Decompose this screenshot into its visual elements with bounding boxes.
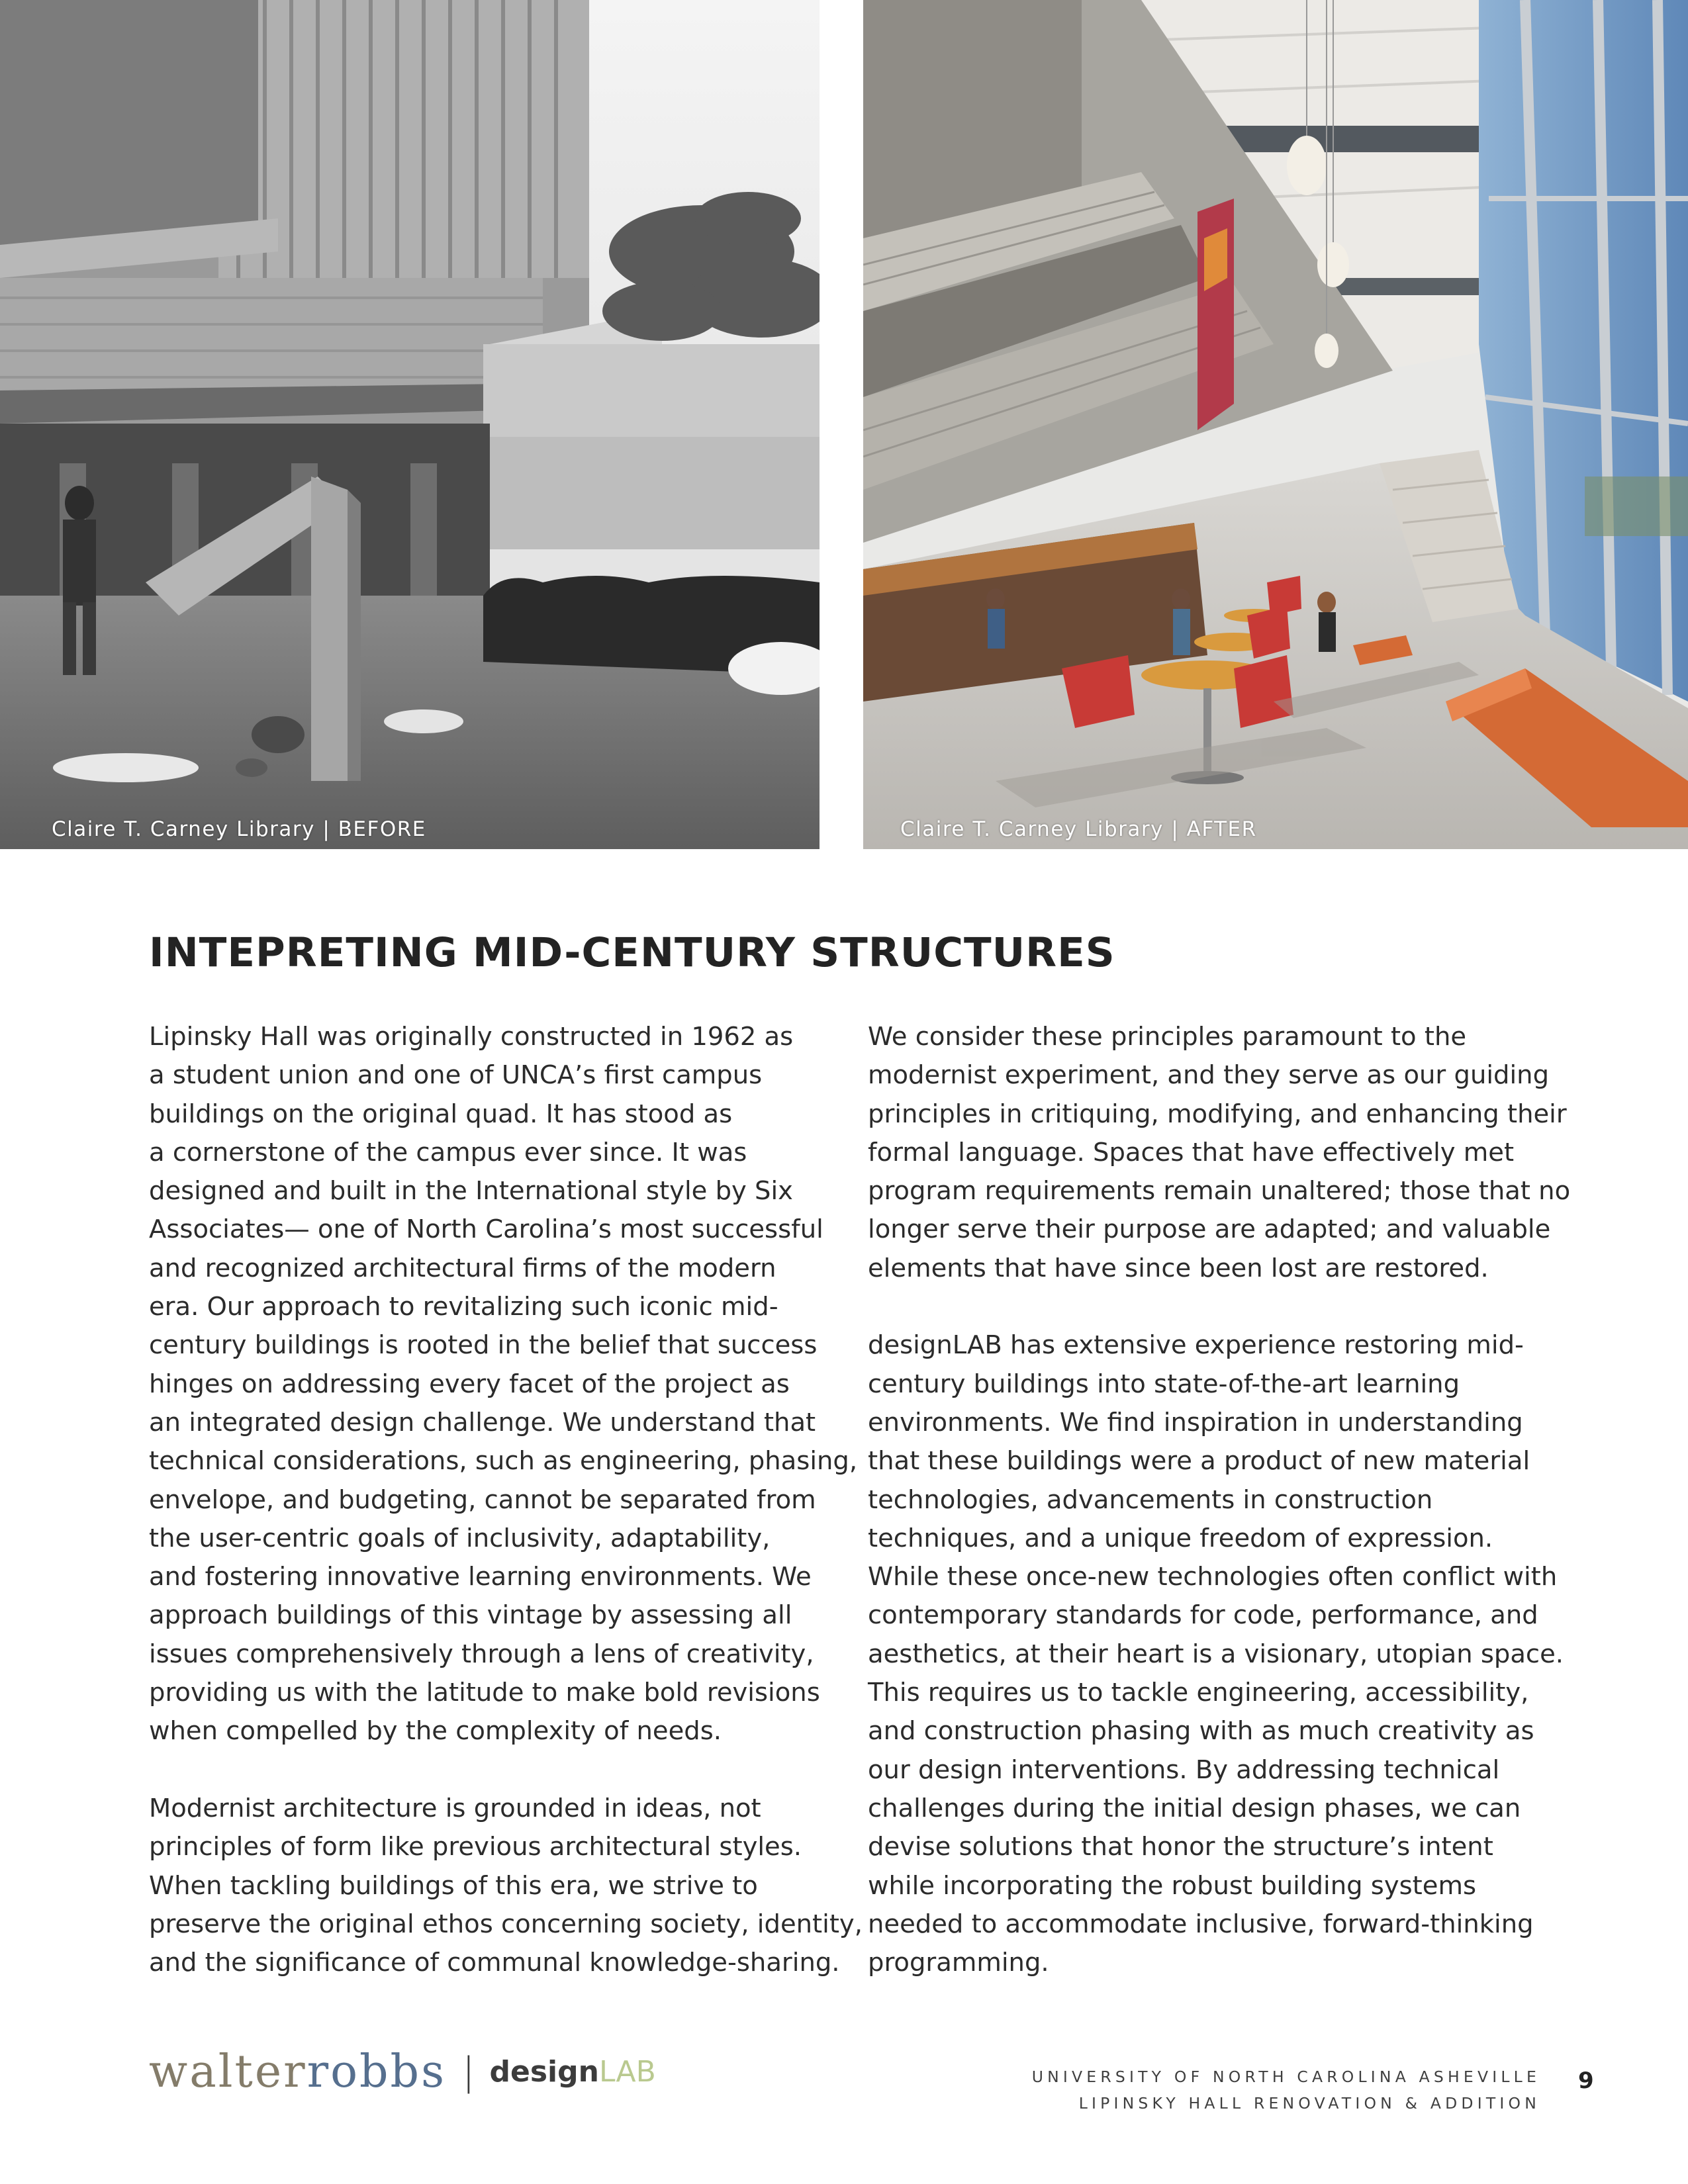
text-line: contemporary standards for code, performance, and <box>868 1600 1538 1631</box>
text-line: We consider these principles paramount to the <box>868 1022 1467 1052</box>
text-line: a student union and one of UNCA’s first campus <box>149 1060 763 1091</box>
text-line: issues comprehensively through a lens of creativity, <box>149 1639 814 1669</box>
text-line: approach buildings of this vintage by assessing all <box>149 1600 792 1631</box>
text-line: designed and built in the International style by Six <box>149 1176 793 1206</box>
text-line: needed to accommodate inclusive, forward-thinking <box>868 1909 1534 1939</box>
text-line: formal language. Spaces that have effectively met <box>868 1137 1515 1167</box>
text-line: buildings on the original quad. It has stood as <box>149 1099 733 1129</box>
text-line: preserve the original ethos concerning society, identity, <box>149 1909 863 1939</box>
logo-lab: LAB <box>598 2054 656 2089</box>
text-line: envelope, and budgeting, cannot be separated from <box>149 1484 816 1515</box>
photo-after-caption: Claire T. Carney Library | AFTER <box>900 817 1257 841</box>
footer-project: LIPINSKY HALL RENOVATION & ADDITION <box>1078 2094 1540 2113</box>
text-line: longer serve their purpose are adapted; and valuable <box>868 1214 1551 1245</box>
right-column <box>868 1018 1571 2021</box>
right-paragraph-1 <box>868 1018 1571 1288</box>
text-line: century buildings into state-of-the-art learning <box>868 1369 1460 1399</box>
text-line: providing us with the latitude to make bold revisions <box>149 1678 820 1708</box>
photo-after <box>863 0 1688 849</box>
photo-before-caption: Claire T. Carney Library | BEFORE <box>52 817 426 841</box>
left-paragraph-1 <box>149 1018 858 1751</box>
text-line: environments. We find inspiration in understanding <box>868 1407 1523 1437</box>
logo-walter: walter <box>149 2045 307 2098</box>
left-paragraph-2 <box>149 1790 863 1982</box>
text-line: modernist experiment, and they serve as our guiding <box>868 1060 1550 1091</box>
left-column <box>149 1018 863 2021</box>
text-line: Lipinsky Hall was originally constructed in 1962 as <box>149 1022 794 1052</box>
text-line: era. Our approach to revitalizing such iconic mid- <box>149 1292 778 1322</box>
text-line: and fostering innovative learning environments. We <box>149 1562 812 1592</box>
text-line: when compelled by the complexity of needs. <box>149 1716 722 1747</box>
text-line: the user-centric goals of inclusivity, adaptability, <box>149 1523 771 1553</box>
text-line: and the significance of communal knowledge-sharing. <box>149 1948 840 1978</box>
logo-design: design <box>489 2054 599 2089</box>
text-line: Associates— one of North Carolina’s most successful <box>149 1214 823 1245</box>
text-line: techniques, and a unique freedom of expression. <box>868 1523 1493 1553</box>
text-line: principles in critiquing, modifying, and enhancing their <box>868 1099 1567 1129</box>
text-line: our design interventions. By addressing technical <box>868 1754 1500 1785</box>
photo-after-image <box>863 0 1688 849</box>
text-line: programming. <box>868 1948 1049 1978</box>
logo-robbs: robbs <box>306 2045 446 2098</box>
text-line: hinges on addressing every facet of the project as <box>149 1369 790 1399</box>
page-title: INTEPRETING MID-CENTURY STRUCTURES <box>149 929 1115 976</box>
text-line: elements that have since been lost are restored. <box>868 1253 1489 1283</box>
text-line: that these buildings were a product of new material <box>868 1446 1530 1477</box>
logo-separator: | <box>461 2049 475 2094</box>
text-line: a cornerstone of the campus ever since. It was <box>149 1137 747 1167</box>
photo-before-image <box>0 0 820 849</box>
right-paragraph-2 <box>868 1326 1563 1982</box>
text-line: challenges during the initial design phases, we can <box>868 1793 1521 1823</box>
text-line: technologies, advancements in construction <box>868 1484 1433 1515</box>
text-line: technical considerations, such as engineering, phasing, <box>149 1446 858 1477</box>
text-line: Modernist architecture is grounded in ideas, not <box>149 1793 761 1823</box>
footer-project-info <box>1032 2064 1540 2116</box>
text-line: an integrated design challenge. We understand that <box>149 1407 816 1437</box>
text-line: and recognized architectural firms of the modern <box>149 1253 776 1283</box>
text-line: devise solutions that honor the structure’s intent <box>868 1832 1493 1862</box>
text-line: while incorporating the robust building systems <box>868 1870 1477 1901</box>
text-line: While these once-new technologies often conflict with <box>868 1562 1558 1592</box>
photo-before <box>0 0 820 849</box>
footer-university: UNIVERSITY OF NORTH CAROLINA ASHEVILLE <box>1031 2068 1540 2086</box>
text-line: This requires us to tackle engineering, accessibility, <box>868 1678 1529 1708</box>
text-line: program requirements remain unaltered; those that no <box>868 1176 1571 1206</box>
text-line: aesthetics, at their heart is a visionary, utopian space. <box>868 1639 1564 1669</box>
text-line: designLAB has extensive experience restoring mid- <box>868 1330 1524 1361</box>
page-number: 9 <box>1578 2068 1594 2094</box>
company-logo <box>149 2045 656 2098</box>
text-line: century buildings is rooted in the belief that success <box>149 1330 818 1361</box>
text-line: When tackling buildings of this era, we strive to <box>149 1870 758 1901</box>
text-line: principles of form like previous architectural styles. <box>149 1832 802 1862</box>
text-line: and construction phasing with as much creativity as <box>868 1716 1534 1747</box>
